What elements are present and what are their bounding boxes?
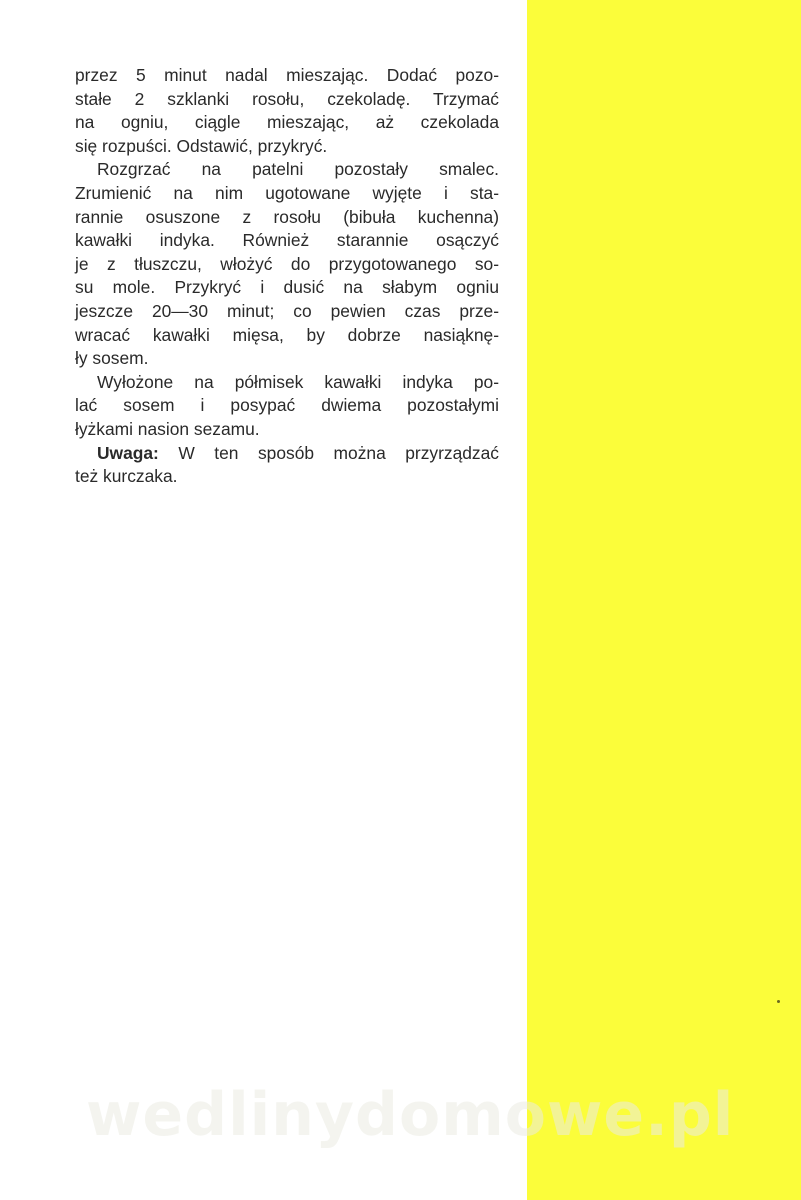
text-line: Wyłożone na półmisek kawałki indyka po- xyxy=(97,371,499,392)
text-line: Rozgrzać na patelni pozostały smalec. xyxy=(97,159,499,180)
note-line: też kurczaka. xyxy=(75,466,178,487)
note-line xyxy=(75,442,499,466)
note-label: Uwaga: xyxy=(97,442,159,463)
paragraph-3 xyxy=(75,371,499,442)
text-line: ły sosem. xyxy=(75,348,149,369)
watermark: wedlinydomowe.pl xyxy=(86,1080,735,1150)
text-line: stałe 2 szklanki rosołu, czekoladę. Trzymać xyxy=(75,88,499,109)
text-line: wracać kawałki mięsa, by dobrze nasiąknę- xyxy=(75,324,499,345)
yellow-side-band xyxy=(527,0,801,1200)
text-line: Zrumienić na nim ugotowane wyjęte i sta- xyxy=(75,182,499,203)
paragraph-1 xyxy=(75,64,499,158)
text-line: je z tłuszczu, włożyć do przygotowanego so- xyxy=(75,253,499,274)
text-line: rannie osuszone z rosołu (bibuła kuchenna) xyxy=(75,206,499,227)
recipe-text xyxy=(75,64,499,489)
text-line: się rozpuści. Odstawić, przykryć. xyxy=(75,135,328,156)
print-speck xyxy=(777,1000,780,1003)
text-line: su mole. Przykryć i dusić na słabym ogniu xyxy=(75,277,499,298)
text-line: przez 5 minut nadal mieszając. Dodać pozo- xyxy=(75,65,499,85)
text-line: kawałki indyka. Również starannie osączyć xyxy=(75,230,499,251)
text-line: jeszcze 20—30 minut; co pewien czas prze- xyxy=(75,300,499,321)
note-text: W ten sposób można przyrządzać xyxy=(158,442,499,463)
paragraph-2 xyxy=(75,158,499,370)
text-line: lać sosem i posypać dwiema pozostałymi xyxy=(75,395,499,416)
text-line: na ogniu, ciągle mieszając, aż czekolada xyxy=(75,112,499,133)
note-paragraph xyxy=(75,442,499,489)
text-line: łyżkami nasion sezamu. xyxy=(75,418,260,439)
